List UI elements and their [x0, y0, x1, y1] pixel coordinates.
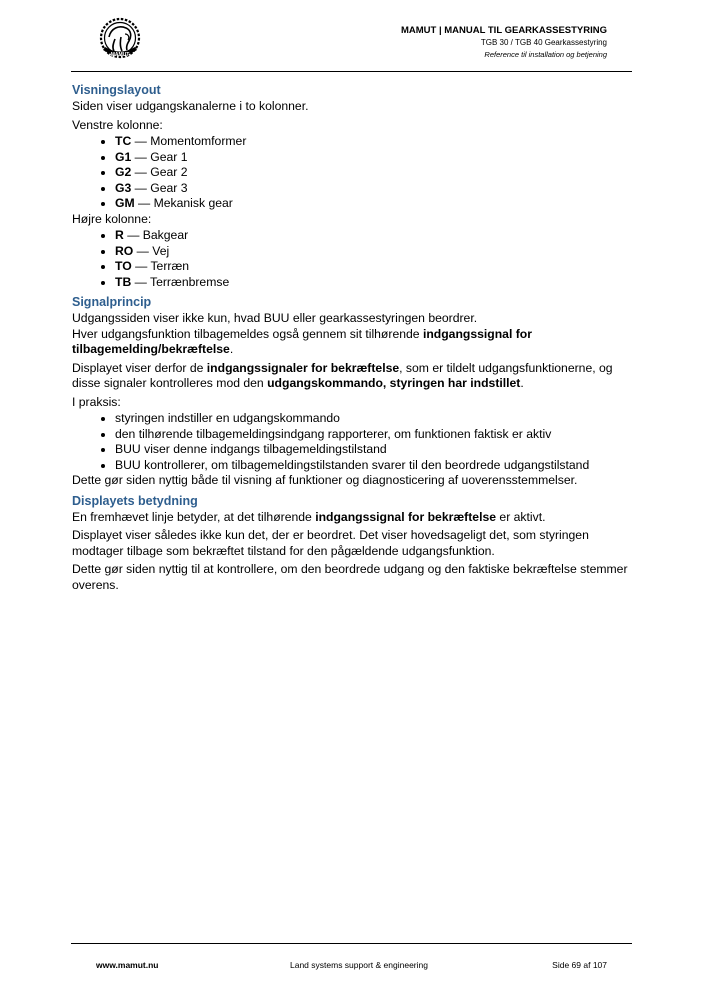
section-heading-layout: Visningslayout	[72, 83, 161, 97]
list-item: • GM — Mekanisk gear	[115, 196, 632, 212]
signal-paragraph-1: Udgangssiden viser ikke kun, hvad BUU eller gearkassestyringen beordrer. Hver udgangsfunktion tilbagemeldes også gennem sit tilhørende indgangssignal for tilbagemelding/bekræftelse.	[72, 311, 532, 356]
list-item: • den tilhørende tilbagemeldingsindgang rapporterer, om funktionen faktisk er aktiv	[115, 427, 632, 443]
signal-paragraph-2: Displayet viser derfor de indgangssignaler for bekræftelse, som er tildelt udgangsfunktionerne, og disse signaler kontrolleres mod den udgangskommando, styringen har indstillet.	[72, 360, 613, 390]
list-item: • styringen indstiller en udgangskommando	[115, 411, 632, 427]
meaning-paragraph-2: Displayet viser således ikke kun det, der er beordret. Det viser hovedsageligt det, som styringen modtager tilbage som bekræftet tilstand for den pågældende udgangsfunktion.	[72, 528, 589, 558]
list-item: • RO — Vej	[115, 244, 632, 260]
mamut-logo	[95, 17, 145, 61]
list-item: • TO — Terræn	[115, 259, 632, 275]
section-heading-meaning: Displayets betydning	[72, 493, 198, 508]
left-column-label: Venstre kolonne:	[72, 117, 163, 132]
header-text	[401, 25, 607, 61]
right-column-list	[72, 228, 632, 290]
document-reference: Reference til installation og betjening	[484, 50, 607, 59]
layout-intro: Siden viser udgangskanalerne i to kolonner.	[72, 99, 309, 113]
signal-paragraph-3: I praksis:	[72, 394, 121, 409]
document-title: MAMUT | MANUAL TIL GEARKASSESTYRING	[400, 25, 607, 36]
signal-paragraph-4: Dette gør siden nyttig både til visning af funktioner og diagnosticering af uoverensstemmelser.	[72, 473, 578, 487]
list-item: • R — Bakgear	[115, 228, 632, 244]
practice-list	[72, 411, 632, 473]
meaning-paragraph-3: Dette gør siden nyttig til at kontrollere, om den beordrede udgang og den faktiske bekræftelse stemmer overens.	[72, 562, 628, 592]
svg-text:MAMUT: MAMUT	[110, 52, 130, 58]
list-item: • G1 — Gear 1	[115, 150, 632, 166]
meaning-paragraph-1: En fremhævet linje betyder, at det tilhørende indgangssignal for bekræftelse er aktivt.	[72, 509, 546, 524]
header-divider	[71, 71, 632, 72]
footer-website: www.mamut.nu	[96, 960, 159, 970]
list-item: • BUU viser denne indgangs tilbagemeldingstilstand	[115, 442, 632, 458]
list-item: • G3 — Gear 3	[115, 181, 632, 197]
footer-tagline: Land systems support & engineering	[290, 960, 428, 970]
section-heading-signal: Signalprincip	[72, 295, 152, 309]
page-number: Side 69 af 107	[552, 960, 607, 970]
right-column-label: Højre kolonne:	[72, 211, 152, 226]
list-item: • TB — Terrænbremse	[115, 275, 632, 291]
list-item: • BUU kontrollerer, om tilbagemeldingstilstanden svarer til den beordrede udgangstilstand	[115, 458, 632, 474]
page-content	[72, 82, 632, 596]
left-column-list	[72, 134, 632, 212]
footer-divider	[71, 943, 632, 944]
document-subtitle: TGB 30 / TGB 40 Gearkassestyring	[480, 38, 607, 47]
list-item: • G2 — Gear 2	[115, 165, 632, 181]
list-item: • TC — Momentomformer	[115, 134, 632, 150]
